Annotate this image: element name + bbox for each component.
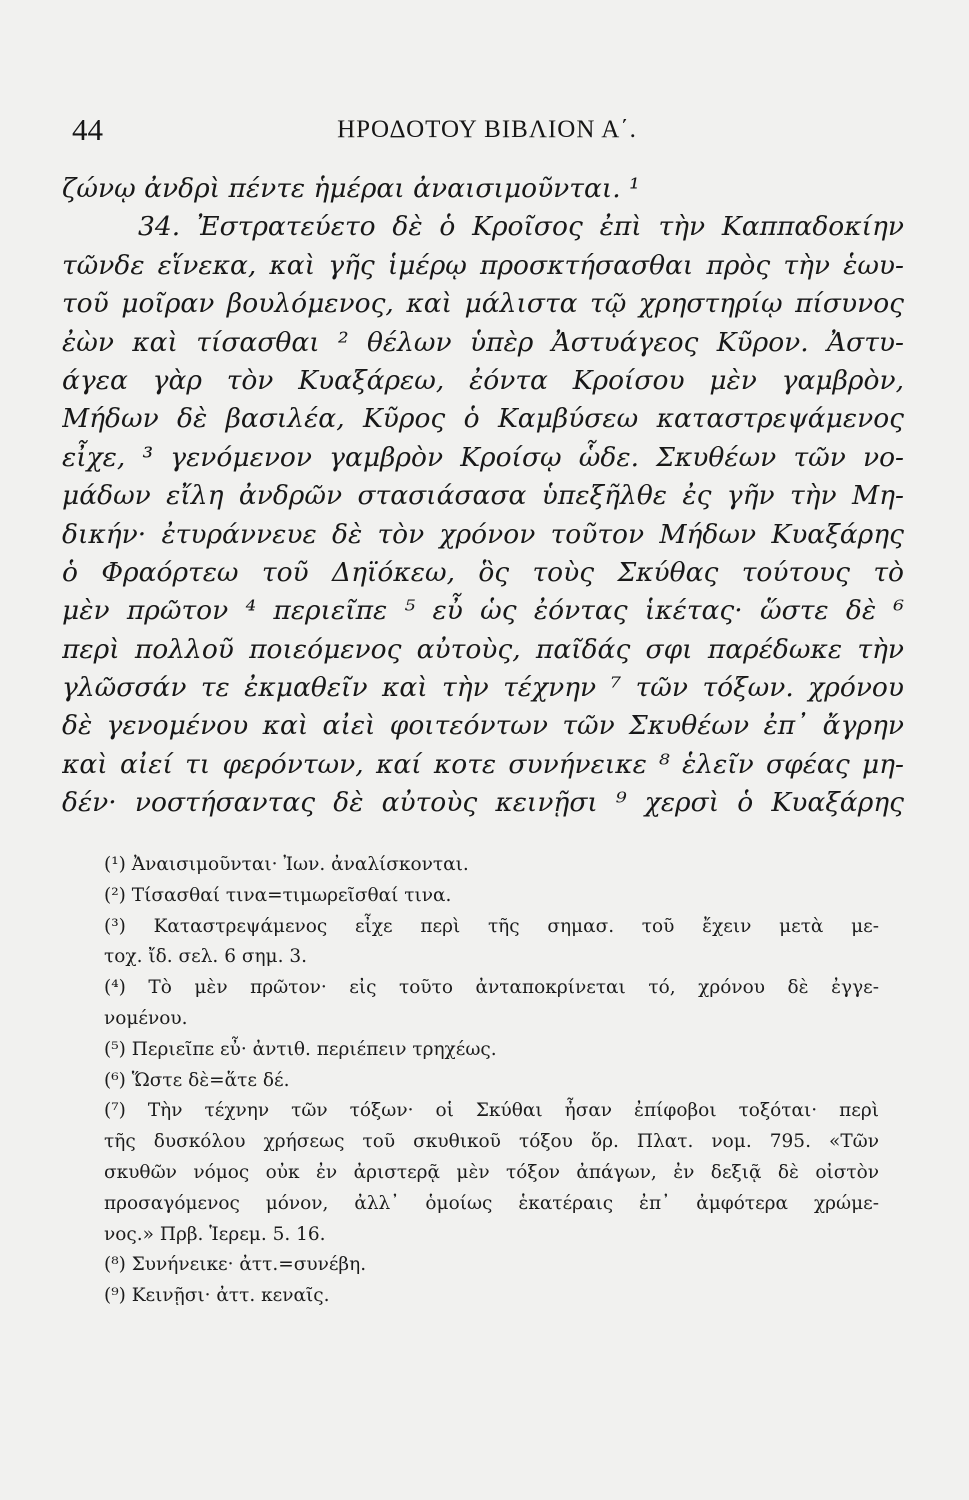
footnote-line: (⁵) Περιεῖπε εὖ· ἀντιθ. περιέπειν τρηχέως.: [104, 1038, 497, 1060]
footnote-line: (⁴) Τὸ μὲν πρῶτον· εἰς τοῦτο ἀνταποκρίνεται τό, χρόνου δὲ ἐγγε-: [104, 977, 879, 999]
text-line: δέν· νοστήσαντας δὲ αὐτοὺς κεινῇσι ⁹ χερσὶ ὁ Κυαξάρης: [62, 787, 904, 819]
footnote-line: (⁸) Συνήνεικε· ἀττ.=συνέβη.: [104, 1254, 367, 1276]
footnote-line: (⁶) Ὥστε δὲ=ἅτε δέ.: [104, 1069, 290, 1091]
text-line: τῶνδε εἵνεκα, καὶ γῆς ἱμέρῳ προσκτήσασθαι πρὸς τὴν ἑωυ-: [62, 249, 904, 281]
text-line: 34. Ἐστρατεύετο δὲ ὁ Κροῖσος ἐπὶ τὴν Καππαδοκίην: [138, 211, 904, 243]
text-line: ἐὼν καὶ τίσασθαι ² θέλων ὑπὲρ Ἀστυάγεος Κῦρον. Ἀστυ-: [62, 326, 904, 358]
footnote-line: τοχ. ἴδ. σελ. 6 σημ. 3.: [104, 946, 307, 968]
text-line: δὲ γενομένου καὶ αἰεὶ φοιτεόντων τῶν Σκυθέων ἐπ᾽ ἄγρην: [62, 710, 904, 742]
text-line: άγεα γὰρ τὸν Κυαξάρεω, ἐόντα Κροίσου μὲν γαμβρὸν,: [62, 364, 904, 396]
footnote-line: νος.» Πρβ. Ἱερεμ. 5. 16.: [104, 1223, 326, 1245]
text-line: περὶ πολλοῦ ποιεόμενος αὐτοὺς, παῖδάς σφι παρέδωκε τὴν: [62, 633, 904, 665]
text-line: καὶ αἰεί τι φερόντων, καί κοτε συνήνεικε ⁸ ἑλεῖν σφέας μη-: [62, 748, 904, 780]
text-line: γλῶσσάν τε ἐκμαθεῖν καὶ τὴν τέχνην ⁷ τῶν τόξων. χρόνου: [62, 672, 904, 704]
footnote-line: (⁹) Κεινῇσι· ἀττ. κεναῖς.: [104, 1285, 330, 1307]
text-line: εἶχε, ³ γενόμενον γαμβρὸν Κροίσῳ ὧδε. Σκυθέων τῶν νο-: [62, 441, 904, 473]
text-line: τοῦ μοῖραν βουλόμενος, καὶ μάλιστα τῷ χρηστηρίῳ πίσυνος: [62, 288, 904, 320]
text-line: Μήδων δὲ βασιλέα, Κῦρος ὁ Καμβύσεω καταστρεψάμενος: [62, 403, 904, 435]
footnote-line: (²) Τίσασθαί τινα=τιμωρεῖσθαί τινα.: [104, 884, 452, 906]
text-line: δικήν· ἐτυράννευε δὲ τὸν χρόνον τοῦτον Μήδων Κυαξάρης: [62, 518, 904, 550]
text-line: ὁ Φραόρτεω τοῦ Δηϊόκεω, ὃς τοὺς Σκύθας τούτους τὸ: [62, 556, 904, 588]
footnote-line: νομένου.: [104, 1007, 188, 1029]
text-line: ζώνῳ ἀνδρὶ πέντε ἡμέραι ἀναισιμοῦνται. ¹: [62, 173, 640, 204]
footnote-line: προσαγόμενος μόνον, ἀλλ᾽ ὁμοίως ἑκατέραις ἐπ᾽ ἀμφότερα χρώμε-: [104, 1192, 879, 1214]
main-text: [62, 170, 904, 823]
footnotes: [104, 850, 879, 1312]
page-header: [72, 112, 902, 152]
footnote-line: (⁷) Τὴν τέχνην τῶν τόξων· οἱ Σκύθαι ἦσαν ἐπίφοβοι τοξόται· περὶ: [104, 1100, 879, 1122]
footnote-line: σκυθῶν νόμος οὐκ ἐν ἀριστερᾷ μὲν τόξον ἀπάγων, ἐν δεξιᾷ δὲ οἰστὸν: [104, 1161, 879, 1183]
footnote-line: (¹) Ἀναισιμοῦνται· Ἰων. ἀναλίσκονται.: [104, 854, 469, 875]
footnote-line: τῆς δυσκόλου χρήσεως τοῦ σκυθικοῦ τόξου ὅρ. Πλατ. νομ. 795. «Τῶν: [104, 1131, 879, 1153]
footnote-line: (³) Καταστρεψάμενος εἶχε περὶ τῆς σημασ. τοῦ ἔχειν μετὰ με-: [104, 915, 879, 937]
text-line: μάδων εἴλη ἀνδρῶν στασιάσασα ὑπεξῆλθε ἐς γῆν τὴν Μη-: [62, 480, 904, 512]
running-title: ΗΡΟΔΟΤΟΥ ΒΙΒΛΙΟΝ Α΄.: [337, 116, 637, 143]
page-number: 44: [72, 112, 103, 147]
text-line: μὲν πρῶτον ⁴ περιεῖπε ⁵ εὖ ὡς ἐόντας ἱκέτας· ὥστε δὲ ⁶: [62, 595, 904, 627]
